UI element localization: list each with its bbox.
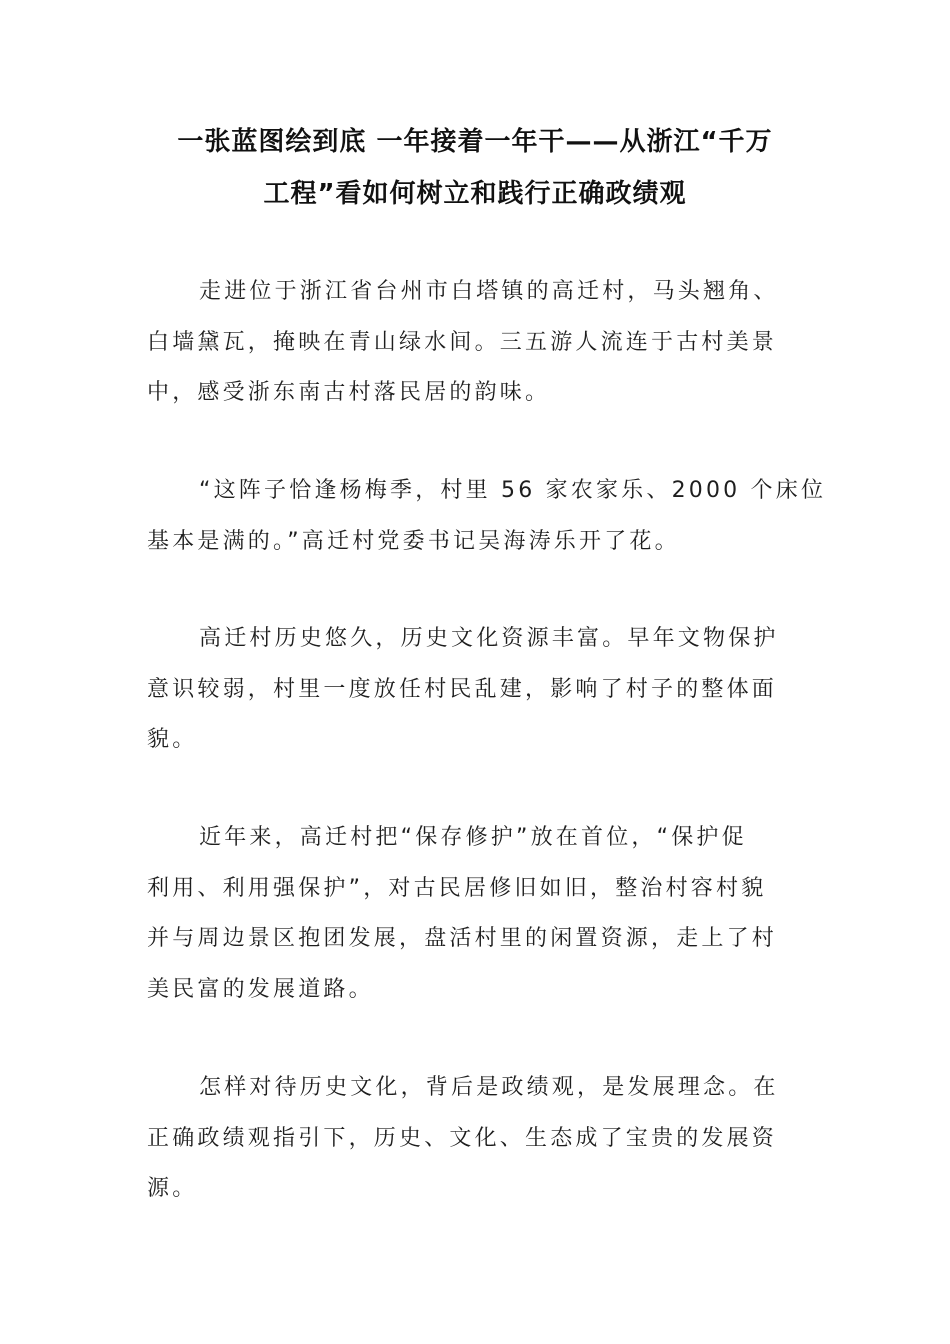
body-paragraph: [147, 466, 827, 567]
body-paragraph: [147, 1063, 807, 1215]
body-paragraph: [147, 614, 807, 766]
paragraph-line: 怎样对待历史文化，背后是政绩观，是发展理念。在: [199, 1075, 779, 1100]
title-line: 工程”看如何树立和践行正确政绩观: [263, 179, 687, 209]
title-line: 一张蓝图绘到底 一年接着一年干——从浙江“千万: [177, 127, 773, 157]
paragraph-line: 正确政绩观指引下，历史、文化、生态成了宝贵的发展资: [147, 1125, 778, 1151]
paragraph-line: 美民富的发展道路。: [147, 976, 374, 1002]
paragraph-line: 白墙黛瓦，掩映在青山绿水间。三五游人流连于古村美景: [147, 329, 778, 355]
body-paragraph: [147, 813, 807, 1015]
paragraph-line: 高迁村历史悠久，历史文化资源丰富。早年文物保护: [199, 626, 779, 651]
document-title: [140, 116, 810, 220]
paragraph-line: “这阵子恰逢杨梅季，村里 56 家农家乐、2000 个床位: [199, 478, 827, 503]
paragraph-line: 中，感受浙东南古村落民居的韵味。: [147, 380, 551, 405]
paragraph-line: 走进位于浙江省台州市白塔镇的高迁村，马头翘角、: [199, 279, 779, 304]
paragraph-line: 貌。: [147, 727, 198, 752]
paragraph-line: 源。: [147, 1176, 198, 1201]
paragraph-line: 基本是满的。”高迁村党委书记吴海涛乐开了花。: [147, 528, 680, 554]
body-paragraph: [147, 267, 807, 419]
paragraph-line: 近年来，高迁村把“保存修护”放在首位，“保护促: [199, 825, 747, 850]
paragraph-line: 并与周边景区抱团发展，盘活村里的闲置资源，走上了村: [147, 926, 778, 951]
paragraph-line: 利用、利用强保护”，对古民居修旧如旧，整治村容村貌: [147, 875, 767, 901]
paragraph-line: 意识较弱，村里一度放任村民乱建，影响了村子的整体面: [147, 676, 778, 702]
